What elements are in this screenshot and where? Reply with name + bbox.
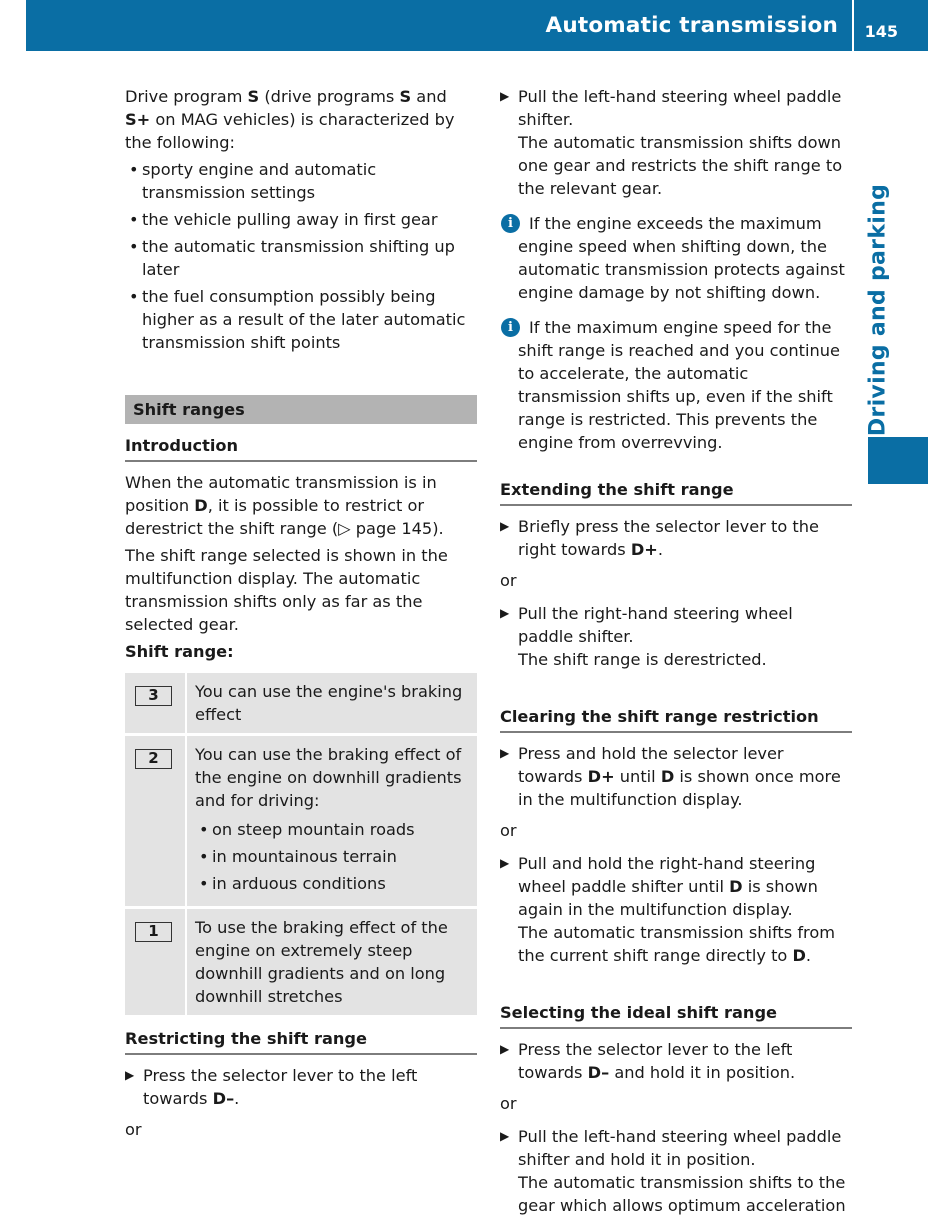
- step-result: The automatic transmission shifts to the gear which allows optimum acceleration: [518, 1173, 846, 1215]
- page-number: 145: [864, 22, 898, 41]
- step-arrow-icon: ▶: [500, 746, 510, 760]
- or-separator: or: [500, 1094, 517, 1113]
- instruction-step: ▶ Pull the right-hand steering wheel paddle shifter. The shift range is derestricted.: [500, 602, 852, 671]
- right-column: [500, 85, 852, 1221]
- list-item: • the fuel consumption possibly being higher as a result of the later automatic transmission shift points: [125, 285, 477, 354]
- or-separator: or: [125, 1120, 142, 1139]
- intro-bullet-list: [125, 158, 477, 354]
- step-arrow-icon: ▶: [500, 89, 510, 103]
- shift-range-table: [125, 673, 477, 1015]
- step-arrow-icon: ▶: [500, 1129, 510, 1143]
- or-separator: or: [500, 821, 517, 840]
- instruction-step: ▶ Pull and hold the right-hand steering wheel paddle shifter until D is shown again in the multifunction display. The automatic transmission shifts from the current shift range directly to D.: [500, 852, 852, 967]
- list-item: • in arduous conditions: [195, 872, 469, 895]
- or-separator: or: [500, 571, 517, 590]
- heading-restricting: Restricting the shift range: [125, 1027, 477, 1055]
- instruction-step: ▶ Pull the left-hand steering wheel paddle shifter and hold it in position. The automatic transmission shifts to the gear which allows optimum acceleration: [500, 1125, 852, 1217]
- step-result: The automatic transmission shifts down one gear and restricts the shift range to the relevant gear.: [518, 133, 843, 198]
- introduction-paragraph-1: When the automatic transmission is in position D, it is possible to restrict or derestrict the shift range (▷ page 145).: [125, 473, 444, 538]
- introduction-paragraph-2: The shift range selected is shown in the multifunction display. The automatic transmission shifts only as far as the selected gear.: [125, 546, 448, 634]
- left-column: [125, 85, 477, 1151]
- instruction-step: ▶ Press the selector lever to the left towards D–.: [125, 1066, 418, 1108]
- info-note: i If the maximum engine speed for the shift range is reached and you continue to accelerate, the automatic transmission shifts up, even if the shift range is restricted. This prevents the engine from overrevving.: [500, 316, 852, 454]
- info-icon: i: [501, 318, 520, 337]
- table-row: [125, 736, 477, 909]
- gear-key-3: 3: [135, 686, 172, 706]
- step-result: The automatic transmission shifts from the current shift range directly to D.: [518, 923, 836, 965]
- heading-introduction: Introduction: [125, 434, 477, 462]
- heading-extending: Extending the shift range: [500, 478, 852, 506]
- section-band: Shift ranges: [125, 395, 477, 424]
- intro-paragraph: Drive program S (drive programs S and S+ on MAG vehicles) is characterized by the following:: [125, 87, 455, 152]
- gear-key-1: 1: [135, 922, 172, 942]
- gear-description: You can use the braking effect of the engine on downhill gradients and for driving:: [195, 745, 462, 810]
- instruction-step: ▶ Press and hold the selector lever towards D+ until D is shown once more in the multifunction display.: [500, 744, 841, 809]
- table-row: [125, 673, 477, 736]
- step-arrow-icon: ▶: [500, 856, 510, 870]
- info-icon: i: [501, 214, 520, 233]
- instruction-step: ▶ Pull the left-hand steering wheel paddle shifter. The automatic transmission shifts down one gear and restricts the shift range to the relevant gear.: [500, 85, 852, 200]
- gear-description: To use the braking effect of the engine on extremely steep downhill gradients and on long downhill stretches: [195, 918, 448, 1006]
- table-row: [125, 909, 477, 1015]
- step-arrow-icon: ▶: [500, 1042, 510, 1056]
- list-item: • in mountainous terrain: [195, 845, 469, 868]
- section-title: Automatic transmission: [545, 13, 838, 38]
- heading-clearing: Clearing the shift range restriction: [500, 705, 852, 733]
- list-item: • the vehicle pulling away in first gear: [125, 208, 477, 231]
- heading-ideal: Selecting the ideal shift range: [500, 1001, 852, 1029]
- step-arrow-icon: ▶: [500, 606, 510, 620]
- step-result: The shift range is derestricted.: [518, 650, 767, 669]
- gear-key-2: 2: [135, 749, 172, 769]
- gear-bullet-list: [195, 818, 469, 895]
- gear-description: You can use the engine's braking effect: [195, 682, 463, 724]
- instruction-step: ▶ Briefly press the selector lever to the right towards D+.: [500, 517, 819, 559]
- step-arrow-icon: ▶: [500, 519, 510, 533]
- list-item: • sporty engine and automatic transmission settings: [125, 158, 477, 204]
- info-note: i If the engine exceeds the maximum engine speed when shifting down, the automatic transmission protects against engine damage by not shifting down.: [500, 212, 852, 304]
- header-divider: [852, 0, 854, 51]
- shift-range-label: Shift range:: [125, 642, 234, 661]
- chapter-tab-marker: [868, 437, 928, 484]
- list-item: • on steep mountain roads: [195, 818, 469, 841]
- page-header: [26, 0, 928, 51]
- step-arrow-icon: ▶: [125, 1068, 135, 1082]
- chapter-tab-label: Driving and parking: [865, 183, 891, 437]
- list-item: • the automatic transmission shifting up later: [125, 235, 477, 281]
- instruction-step: ▶ Press the selector lever to the left towards D– and hold it in position.: [500, 1040, 796, 1082]
